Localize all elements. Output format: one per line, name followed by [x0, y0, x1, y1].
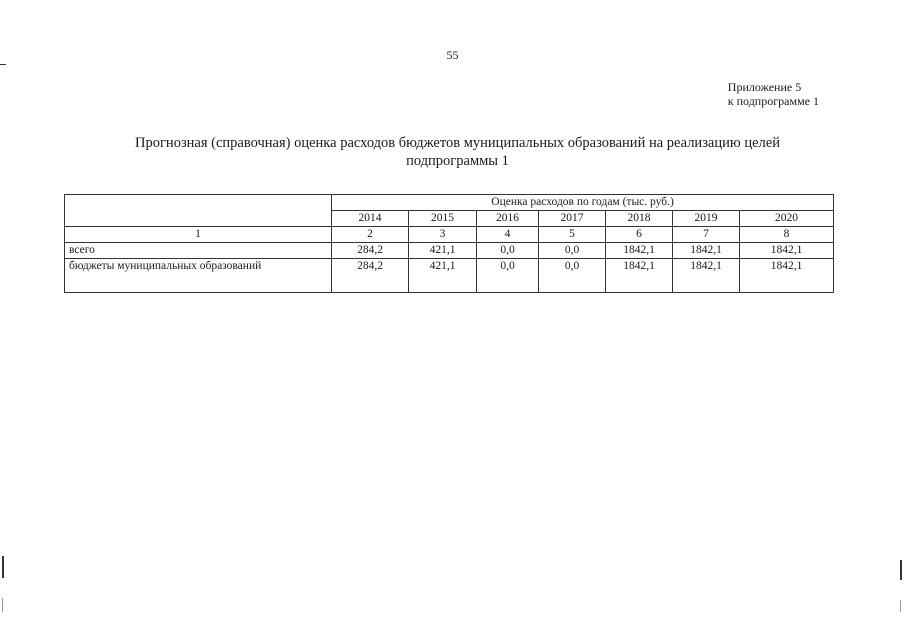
- column-number: 5: [539, 227, 606, 243]
- value-cell: 1842,1: [673, 259, 740, 293]
- column-number: 6: [606, 227, 673, 243]
- year-header: 2016: [477, 211, 539, 227]
- value-cell: 421,1: [409, 259, 477, 293]
- scan-mark: [900, 560, 902, 580]
- value-cell: 284,2: [332, 259, 409, 293]
- column-number: 1: [65, 227, 332, 243]
- column-number: 8: [740, 227, 834, 243]
- header-empty-cell: [65, 195, 332, 227]
- value-cell: 1842,1: [740, 259, 834, 293]
- year-header: 2015: [409, 211, 477, 227]
- appendix-line-1: Приложение 5: [727, 80, 802, 94]
- group-header: Оценка расходов по годам (тыс. руб.): [332, 195, 834, 211]
- scan-mark: [2, 598, 3, 612]
- column-number: 3: [409, 227, 477, 243]
- row-label: бюджеты муниципальных образований: [65, 259, 332, 293]
- title-line-2: подпрограммы 1: [406, 153, 509, 169]
- value-cell: 1842,1: [740, 243, 834, 259]
- column-number: 4: [477, 227, 539, 243]
- header-row-group: [65, 195, 834, 211]
- year-header: 2018: [606, 211, 673, 227]
- scan-mark: [0, 64, 6, 65]
- table-row: [65, 259, 834, 293]
- value-cell: 1842,1: [673, 243, 740, 259]
- value-cell: 1842,1: [606, 259, 673, 293]
- column-number-row: [65, 227, 834, 243]
- page-number: 55: [446, 48, 459, 62]
- value-cell: 0,0: [477, 243, 539, 259]
- value-cell: 0,0: [539, 243, 606, 259]
- year-header: 2017: [539, 211, 606, 227]
- value-cell: 0,0: [539, 259, 606, 293]
- appendix-note: [728, 80, 819, 108]
- year-header: 2014: [332, 211, 409, 227]
- value-cell: 0,0: [477, 259, 539, 293]
- scan-mark: [2, 556, 4, 578]
- column-number: 7: [673, 227, 740, 243]
- appendix-line-2: к подпрограмме 1: [727, 94, 819, 108]
- value-cell: 421,1: [409, 243, 477, 259]
- year-header: 2020: [740, 211, 834, 227]
- year-header: 2019: [673, 211, 740, 227]
- row-label: всего: [65, 243, 332, 259]
- value-cell: 284,2: [332, 243, 409, 259]
- title-line-1: Прогнозная (справочная) оценка расходов бюджетов муниципальных образований на реализацию целей: [135, 135, 780, 151]
- expenditure-table: [64, 194, 834, 293]
- scan-mark: [900, 600, 901, 612]
- table-row: [65, 243, 834, 259]
- column-number: 2: [332, 227, 409, 243]
- document-title: [100, 134, 815, 170]
- value-cell: 1842,1: [606, 243, 673, 259]
